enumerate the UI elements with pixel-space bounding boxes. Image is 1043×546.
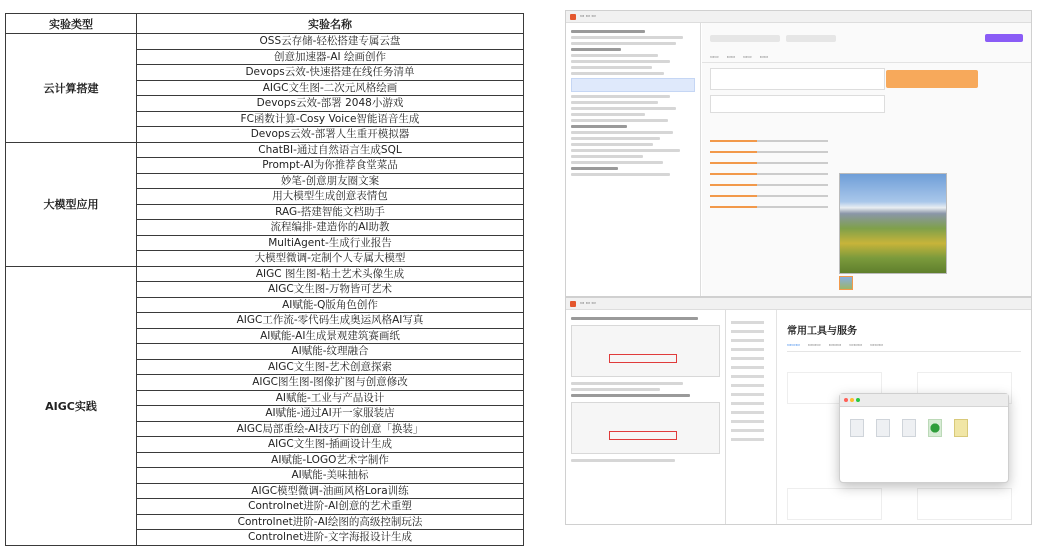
- experiment-name: AIGC局部重绘-AI技巧下的创意「换装」: [137, 421, 524, 437]
- table-row: [6, 142, 524, 158]
- positive-prompt-input[interactable]: [710, 68, 885, 90]
- batch-size-slider[interactable]: [710, 184, 828, 186]
- cloud-console: [727, 310, 1031, 524]
- experiment-name: AI赋能-Q版角色创作: [137, 297, 524, 313]
- negative-prompt-input[interactable]: [710, 95, 885, 113]
- bottom-window-toolbar: [566, 298, 1031, 310]
- experiment-name: AI赋能-AI生成景观建筑赛画纸: [137, 328, 524, 344]
- generated-landscape-image: [839, 173, 947, 274]
- height-slider[interactable]: [710, 162, 828, 164]
- experiment-name: FC函数计算-Cosy Voice智能语音生成: [137, 111, 524, 127]
- experiment-name: Controlnet进阶-AI绘图的高级控制玩法: [137, 514, 524, 530]
- experiment-name: 妙笔-创意朋友圈文案: [137, 173, 524, 189]
- generated-image-thumbnail[interactable]: [839, 276, 853, 290]
- console-tab-strip: [787, 343, 1021, 352]
- toolbar-placeholder-2: ▭ ▭ ▭: [580, 301, 596, 306]
- tab-img2img[interactable]: ▭▭: [726, 55, 736, 60]
- experiment-name: MultiAgent-生成行业报告: [137, 235, 524, 251]
- experiment-category: AIGC实践: [6, 266, 137, 545]
- experiment-name: Prompt-AI为你推荐食堂菜品: [137, 158, 524, 174]
- maximize-icon[interactable]: [856, 398, 860, 402]
- experiment-name: AI赋能-纹理融合: [137, 344, 524, 360]
- experiment-name: AIGC工作流-零代码生成奥运风格AI写真: [137, 313, 524, 329]
- experiment-name: 流程编排-建造你的AI助教: [137, 220, 524, 236]
- experiment-name: AI赋能-工业与产品设计: [137, 390, 524, 406]
- service-card[interactable]: [917, 488, 1012, 520]
- table-row: [6, 266, 524, 282]
- table-header-row: [6, 14, 524, 34]
- experiment-name: Controlnet进阶-文字海报设计生成: [137, 530, 524, 546]
- width-slider[interactable]: [710, 151, 828, 153]
- generate-button[interactable]: [886, 70, 978, 88]
- file-icon[interactable]: [954, 419, 968, 437]
- table-body: [6, 34, 524, 546]
- experiment-name: Devops云效-部署 2048小游戏: [137, 96, 524, 112]
- experiment-name: RAG-搭建智能文档助手: [137, 204, 524, 220]
- console-tab-2[interactable]: ▭▭▭: [807, 343, 821, 348]
- experiment-name: AIGC文生图-万物皆可艺术: [137, 282, 524, 298]
- finder-titlebar: [840, 394, 1008, 407]
- console-tab-5[interactable]: ▭▭▭: [870, 343, 883, 348]
- experiment-name: 用大模型生成创意表情包: [137, 189, 524, 205]
- tab-info[interactable]: ▭▭: [759, 55, 769, 60]
- experiment-name: ChatBI-通过自然语言生成SQL: [137, 142, 524, 158]
- tutorial-doc-pane-2: [566, 310, 726, 524]
- screenshot-sd-webui: [565, 10, 1032, 297]
- cfg-scale-slider[interactable]: [710, 195, 828, 197]
- file-icon[interactable]: [850, 419, 864, 437]
- tab-txt2img[interactable]: ▭▭: [710, 55, 719, 60]
- top-window-toolbar: [566, 11, 1031, 23]
- seed-slider[interactable]: [710, 206, 828, 208]
- finder-window: [839, 393, 1009, 483]
- experiment-name: AIGC文生图-插画设计生成: [137, 437, 524, 453]
- toolbar-placeholder: ▭ ▭ ▭: [580, 14, 596, 19]
- screenshot-console: [565, 297, 1032, 525]
- vae-select[interactable]: [786, 35, 836, 42]
- app-icon[interactable]: [928, 419, 942, 437]
- experiment-category: 云计算搭建: [6, 34, 137, 143]
- experiment-name: 创意加速器-AI 绘画创作: [137, 49, 524, 65]
- experiment-name: 大模型微调-定制个人专属大模型: [137, 251, 524, 267]
- experiment-name: AIGC 图生图-粘土艺术头像生成: [137, 266, 524, 282]
- tutorial-screenshot-2: [571, 402, 720, 454]
- experiment-name: AI赋能-美味抽标: [137, 468, 524, 484]
- experiment-name: AIGC图生图-图像扩图与创意修改: [137, 375, 524, 391]
- app-logo-icon: [570, 14, 576, 20]
- experiment-name: Devops云效-部署人生重开模拟器: [137, 127, 524, 143]
- tutorial-screenshot-1: [571, 325, 720, 377]
- console-title: 常用工具与服务: [787, 326, 857, 337]
- minimize-icon[interactable]: [850, 398, 854, 402]
- experiment-name: AI赋能-LOGO艺术字制作: [137, 452, 524, 468]
- finder-file-grid: [840, 407, 1008, 437]
- file-icon[interactable]: [876, 419, 890, 437]
- experiment-name: Devops云效-快速搭建在线任务清单: [137, 65, 524, 81]
- tab-extras[interactable]: ▭▭: [743, 55, 752, 60]
- console-tab-1[interactable]: ▭▭▭: [787, 343, 800, 348]
- batch-count-slider[interactable]: [710, 173, 828, 175]
- experiment-table: [5, 13, 524, 546]
- console-main: [777, 310, 1031, 524]
- experiment-name: Controlnet进阶-AI创意的艺术重塑: [137, 499, 524, 515]
- console-tab-3[interactable]: ▭▭▭: [828, 343, 842, 348]
- generation-settings: [710, 131, 828, 288]
- sd-model-bar: [702, 23, 1031, 53]
- app-logo-icon-2: [570, 301, 576, 307]
- sd-webui-pane: [702, 23, 1031, 296]
- highlighted-prompt-block: [571, 78, 695, 92]
- console-sidebar: [727, 310, 777, 524]
- experiment-name: AIGC文生图-艺术创意探索: [137, 359, 524, 375]
- experiment-name: AI赋能-通过AI开一家服装店: [137, 406, 524, 422]
- model-select[interactable]: [710, 35, 780, 42]
- header-experiment-type: 实验类型: [6, 14, 137, 34]
- table-row: [6, 34, 524, 50]
- experiment-name: AIGC文生图-二次元风格绘画: [137, 80, 524, 96]
- service-card[interactable]: [787, 488, 882, 520]
- console-tab-4[interactable]: ▭▭▭: [849, 343, 863, 348]
- experiment-name: AIGC模型微调-油画风格Lora训练: [137, 483, 524, 499]
- experiment-category: 大模型应用: [6, 142, 137, 266]
- purple-action-button[interactable]: [985, 34, 1023, 42]
- close-icon[interactable]: [844, 398, 848, 402]
- experiment-name: OSS云存储-轻松搭建专属云盘: [137, 34, 524, 50]
- tutorial-doc-pane: [566, 23, 701, 296]
- sd-tab-strip: [702, 53, 1031, 63]
- file-icon[interactable]: [902, 419, 916, 437]
- header-experiment-name: 实验名称: [137, 14, 524, 34]
- sampling-steps-slider[interactable]: [710, 140, 828, 142]
